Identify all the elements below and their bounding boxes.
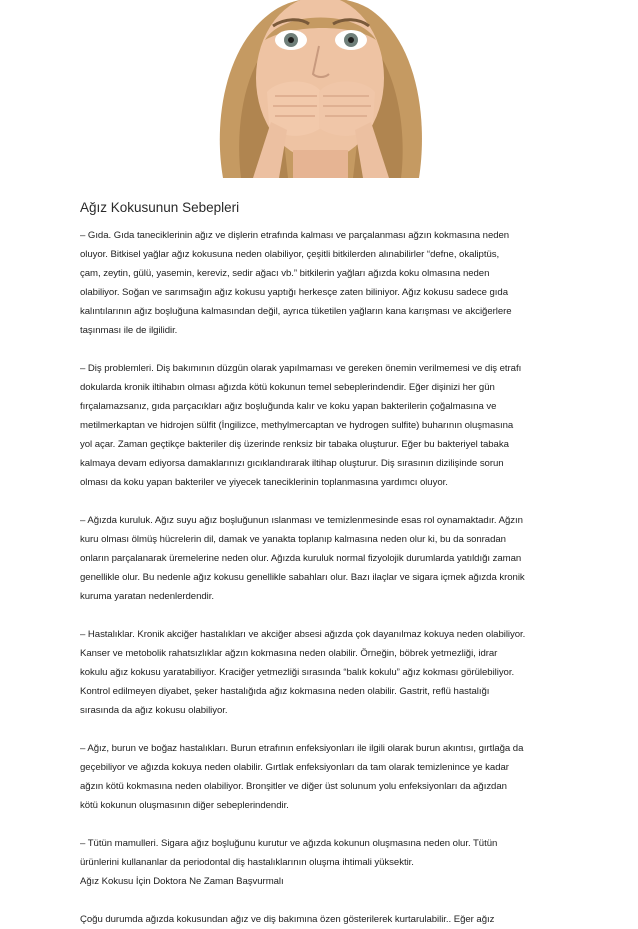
article-content (80, 198, 564, 929)
text-line: kalıntılarının ağız boşluğuna kalmasından değil, ayrıca tüketilen yağların kana karışması ve akciğerlere (80, 306, 512, 317)
paragraph-when-to-see-doctor (80, 910, 564, 929)
text-line: kokulu ağız kokusu yaratabiliyor. Kraciğer yetmezliği sırasında “balık kokulu” ağız kokması görülebiliyor. (80, 667, 515, 678)
paragraph-ent (80, 739, 564, 815)
text-line: fırçalamazsanız, gıda parçacıkları ağız boşluğunda kalır ve koku yapan bakterilerin çoğalmasına ve (80, 401, 497, 412)
text-line: geçebiliyor ve ağızda kokuya neden olabilir. Gırtlak enfeksiyonları da tam olarak temizlenince ye kadar (80, 762, 509, 773)
paragraph-dry-mouth (80, 511, 564, 606)
text-line: onların parçalanarak üremelerine neden olur. Ağızda kuruluk normal fizyolojik durumlarda yatıldığı zaman (80, 553, 522, 564)
text-line: kötü kokunun oluşmasının diğer sebeplerindendir. (80, 800, 289, 811)
text-line: kuruma yaratan nedenlerdendir. (80, 591, 214, 602)
paragraph-dental (80, 359, 564, 492)
text-line: çam, zeytin, gülü, yasemin, kereviz, sedir ağacı vb.” bitkilerin yağları ağızda koku olmasına neden (80, 268, 490, 279)
paragraph-diseases (80, 625, 564, 720)
text-line: dokularda kronik iltihabın olması ağızda kötü kokunun temel sebeplerindendir. Eğer dişinizi her gün (80, 382, 495, 393)
text-line: – Ağızda kuruluk. Ağız suyu ağız boşluğunun ıslanması ve temizlenmesinde esas rol oynamaktadır. Ağzın (80, 515, 523, 526)
text-line: yol açar. Zaman geçtikçe bakteriler diş üzerinde renksiz bir tabaka oluşturur. Eğer bu bakteriyel tabaka (80, 439, 509, 450)
text-line: – Diş problemleri. Diş bakımının düzgün olarak yapılmaması ve gereken önemin verilmemesi ve diş etrafı (80, 363, 522, 374)
text-line: – Gıda. Gıda taneciklerinin ağız ve dişlerin etrafında kalması ve parçalanması ağzın kokmasına neden (80, 230, 510, 241)
text-line: oluyor. Bitkisel yağlar ağız kokusuna neden olabiliyor, çeşitli bitkilerden alınabilirler “defne, okaliptüs, (80, 249, 500, 260)
paragraph-food (80, 226, 564, 340)
text-line: Kanser ve metobolik rahatsızlıklar ağzın kokmasına neden olabilir. Örneğin, böbrek yetmezliği, idrar (80, 648, 498, 659)
text-line: Kontrol edilmeyen diyabet, şeker hastalığıda ağız kokmasına neden olabilir. Gastrit, reflü hastalığı (80, 686, 490, 697)
paragraph-tobacco (80, 834, 564, 891)
text-line: – Hastalıklar. Kronik akciğer hastalıkları ve akciğer absesi ağızda çok dayanılmaz kokuya neden olabiliyor. (80, 629, 526, 640)
section-subheading: Ağız Kokusu İçin Doktora Ne Zaman Başvurmalı (80, 876, 284, 887)
hero-image (183, 0, 455, 178)
text-line: metilmerkaptan ve hidrojen sülfit (İngilizce, methylmercaptan ve hydrogen sulfite) buharının oluşmasına (80, 420, 514, 431)
text-line: ağzın kötü kokmasına neden olabiliyor. Bronşitler ve diğer üst solunum yolu enfeksiyonları da ağızdan (80, 781, 507, 792)
text-line: genellikle olur. Bu nedenle ağız kokusu genellikle sabahları olur. Bazı ilaçlar ve sigara içmek ağızda kronik (80, 572, 525, 583)
text-line: olabiliyor. Soğan ve sarımsağın ağız kokusu yaptığı herkesçe zaten biliniyor. Ağız kokusu sadece gıda (80, 287, 508, 298)
text-line: sırasında da ağız kokusu olabiliyor. (80, 705, 228, 716)
text-line: – Ağız, burun ve boğaz hastalıkları. Burun etrafının enfeksiyonları ile ilgili olarak burun akıntısı, gırtlağa da (80, 743, 524, 754)
text-line: kalmaya devam ediyorsa damaklarınızı gıcıklandırarak iltihap oluşturur. Diş sırasının dizilişinde sorun (80, 458, 504, 469)
text-line: – Tütün mamulleri. Sigara ağız boşluğunu kurutur ve ağızda kokunun oluşmasına neden olur. Tütün (80, 838, 498, 849)
text-line: kuru olması ölmüş hücrelerin dil, damak ve yanakta toplanıp kalmasına neden olur ki, bu da sonradan (80, 534, 506, 545)
article-title: Ağız Kokusunun Sebepleri (80, 200, 240, 215)
text-line: olması da koku yapan bakteriler ve yiyecek taneciklerinin toplanmasına yardımcı oluyor. (80, 477, 448, 488)
text-line: taşınması ile de ilgilidir. (80, 325, 178, 336)
text-line: Çoğu durumda ağızda kokusundan ağız ve diş bakımına özen gösterilerek kurtarulabilir.. Eğer ağız (80, 914, 495, 925)
text-line: ürünlerini kullananlar da periodontal diş hastalıklarının oluşma ihtimali yüksektir. (80, 857, 414, 868)
